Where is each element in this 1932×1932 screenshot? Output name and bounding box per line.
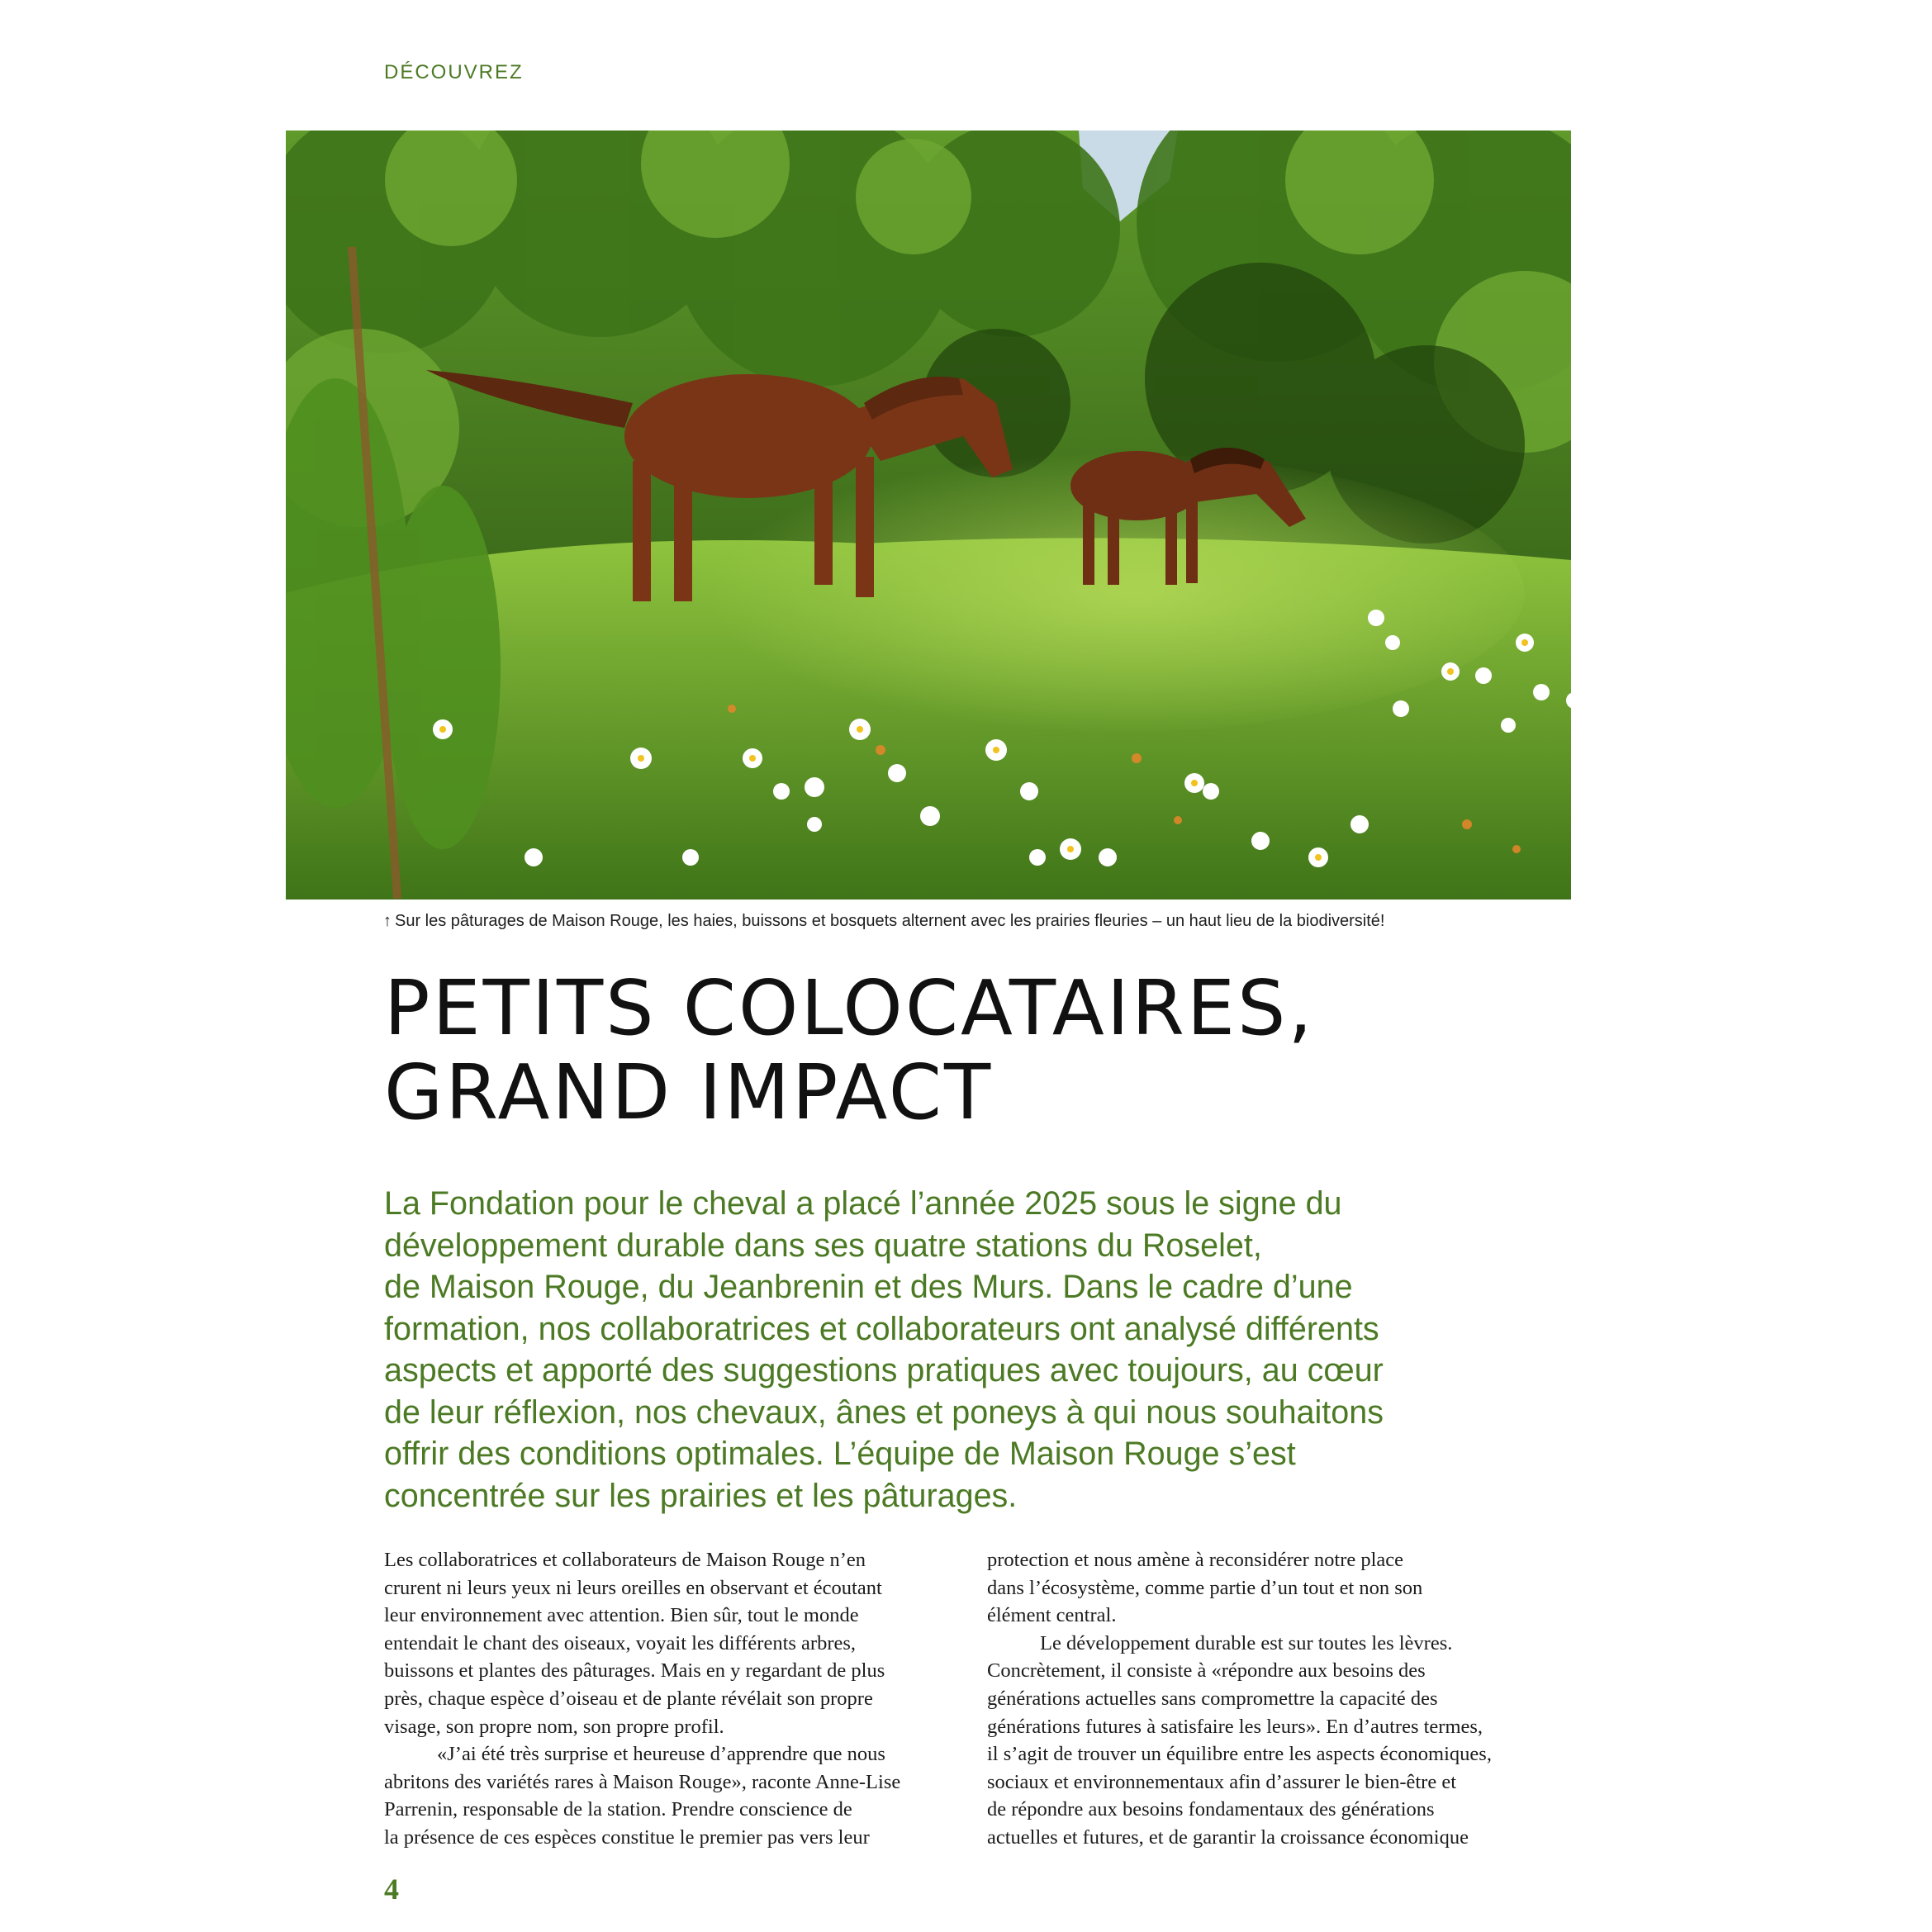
lead-line: offrir des conditions optimales. L’équipe de Maison Rouge s’est xyxy=(384,1436,1296,1472)
body-line: élément central. xyxy=(987,1604,1117,1627)
body-line: Le développement durable est sur toutes les lèvres. xyxy=(1040,1631,1453,1654)
body-line: abritons des variétés rares à Maison Rouge», raconte Anne-Lise xyxy=(384,1770,901,1793)
body-line: Parrenin, responsable de la station. Prendre conscience de xyxy=(384,1798,852,1821)
lead-line: de Maison Rouge, du Jeanbrenin et des Murs. Dans le cadre d’une xyxy=(384,1269,1353,1305)
article-lead xyxy=(384,1183,1557,1517)
arrow-up-icon: ↑ xyxy=(383,912,392,930)
lead-line: développement durable dans ses quatre stations du Roselet, xyxy=(384,1227,1262,1264)
body-line: dans l’écosystème, comme partie d’un tout et non son xyxy=(987,1576,1423,1599)
body-line: Les collaboratrices et collaborateurs de Maison Rouge n’en xyxy=(384,1549,866,1571)
lead-line: formation, nos collaboratrices et collaborateurs ont analysé différents xyxy=(384,1310,1379,1347)
body-line: la présence de ces espèces constitue le premier pas vers leur xyxy=(384,1825,870,1849)
article-photo xyxy=(286,131,1571,900)
page-number: 4 xyxy=(384,1873,399,1906)
body-line: «J’ai été très surprise et heureuse d’apprendre que nous xyxy=(437,1743,885,1766)
body-line: buissons et plantes des pâturages. Mais en y regardant de plus xyxy=(384,1659,885,1683)
body-line: entendait le chant des oiseaux, voyait les différents arbres, xyxy=(384,1631,857,1654)
lead-line: concentrée sur les prairies et les pâturages. xyxy=(384,1477,1018,1514)
body-line: leur environnement avec attention. Bien sûr, tout le monde xyxy=(384,1604,859,1627)
body-line: de répondre aux besoins fondamentaux des générations xyxy=(987,1798,1435,1821)
photo-caption-text: Sur les pâturages de Maison Rouge, les haies, buissons et bosquets alternent avec les prairies fleuries – un haut lieu de la biodiversité! xyxy=(395,912,1385,930)
body-column-right xyxy=(987,1546,1582,1852)
article-title-line: GRAND IMPACT xyxy=(384,1048,994,1137)
body-line: protection et nous amène à reconsidérer notre place xyxy=(987,1549,1404,1571)
body-line: il s’agit de trouver un équilibre entre les aspects économiques, xyxy=(987,1743,1492,1766)
body-line: générations actuelles sans compromettre la capacité des xyxy=(987,1687,1438,1710)
body-line: sociaux et environnementaux afin d’assurer le bien-être et xyxy=(987,1770,1457,1793)
photo-caption xyxy=(383,912,1573,931)
body-column-left xyxy=(384,1546,979,1852)
body-line: crurent ni leurs yeux ni leurs oreilles en observant et écoutant xyxy=(384,1576,882,1599)
body-line: Concrètement, il consiste à «répondre aux besoins des xyxy=(987,1659,1426,1683)
lead-line: de leur réflexion, nos chevaux, ânes et poneys à qui nous souhaitons xyxy=(384,1393,1384,1431)
body-line: visage, son propre nom, son propre profil. xyxy=(384,1715,724,1738)
horses-in-meadow-illustration xyxy=(286,131,1571,900)
body-line: générations futures à satisfaire les leurs». En d’autres termes, xyxy=(987,1715,1483,1738)
lead-line: La Fondation pour le cheval a placé l’année 2025 sous le signe du xyxy=(384,1185,1342,1222)
article-title xyxy=(384,966,1540,1135)
body-line: près, chaque espèce d’oiseau et de plante révélait son propre xyxy=(384,1687,873,1710)
body-line: actuelles et futures, et de garantir la croissance économique xyxy=(987,1825,1469,1849)
lead-line: aspects et apporté des suggestions pratiques avec toujours, au cœur xyxy=(384,1352,1384,1388)
section-label: DÉCOUVREZ xyxy=(384,61,524,83)
article-title-line: PETITS COLOCATAIRES, xyxy=(384,964,1315,1052)
